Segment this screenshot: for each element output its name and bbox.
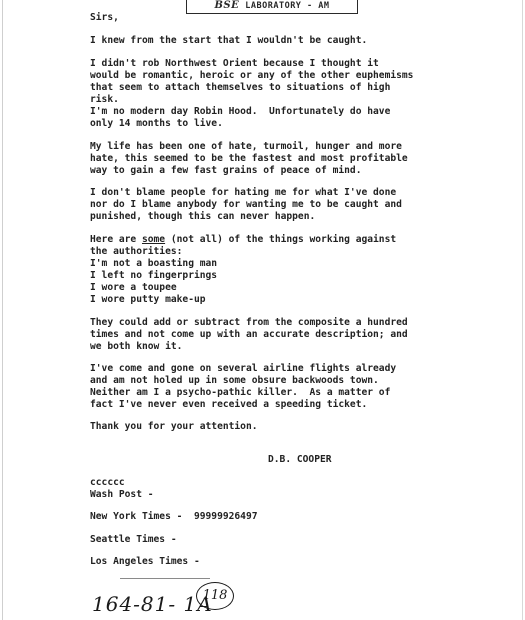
scan-mark (120, 578, 210, 579)
page-edge-right (522, 0, 523, 620)
list-item: I wore a toupee (90, 282, 177, 293)
list-item: I left no fingerprings (90, 270, 218, 281)
list-item: I'm not a boasting man (90, 258, 218, 269)
distribution-wash-post: Wash Post - (90, 489, 154, 500)
paragraph-4-line-3: punished, though this can never happen. (90, 211, 316, 222)
distribution-new-york-times: New York Times - 99999926497 (90, 511, 258, 522)
distribution-seattle-times: Seattle Times - (90, 534, 177, 545)
handwritten-file-number: 164-81- 1A (92, 592, 213, 616)
paragraph-4-line-2: nor do I blame anybody for wanting me to be caught and (90, 199, 402, 210)
paragraph-5-line-2: the authorities: (90, 246, 183, 257)
paragraph-1: I knew from the start that I wouldn't be caught. (90, 35, 368, 46)
page-edge-left (2, 0, 3, 620)
paragraph-7-line-3: Neither am I a psycho-pathic killer. As a matter of (90, 387, 391, 398)
paragraph-6-line-1: They could add or subtract from the composite a hundred (90, 317, 408, 328)
laboratory-stamp: BSE LABORATORY - AM (186, 0, 358, 14)
salutation: Sirs, (90, 12, 119, 23)
paragraph-6-line-2: times and not come up with an accurate description; and (90, 329, 408, 340)
paragraph-5-line-1 (90, 234, 510, 246)
paragraph-3-line-1: My life has been one of hate, turmoil, hunger and more (90, 141, 402, 152)
paragraph-3-line-3: way to gain a few fast grains of peace of mind. (90, 165, 362, 176)
distribution-los-angeles-times: Los Angeles Times - (90, 556, 200, 567)
paragraph-7-line-4: fact I've never even received a speeding ticket. (90, 399, 368, 410)
paragraph-5-post: (not all) of the things working against (165, 234, 397, 245)
paragraph-2-line-3: that seem to attach themselves to situations of high (90, 82, 391, 93)
signature: D.B. COOPER (268, 454, 332, 465)
paragraph-5-pre: Here are (90, 234, 142, 245)
underlined-some: some (141, 234, 166, 245)
paragraph-6-line-3: we both know it. (90, 341, 183, 352)
stamp-suffix: AM (318, 1, 330, 11)
stamp-label: LABORATORY (245, 1, 302, 11)
paragraph-2-line-6: only 14 months to live. (90, 118, 223, 129)
paragraph-2-line-5: I'm no modern day Robin Hood. Unfortunately do have (90, 106, 391, 117)
paragraph-2-line-2: would be romantic, heroic or any of the other euphemisms (90, 70, 414, 81)
paragraph-7-line-1: I've come and gone on several airline flights already (90, 363, 397, 374)
stamp-handwritten: BSE (214, 0, 240, 11)
handwritten-circled-number: 118 (196, 582, 234, 610)
list-item: I wore putty make-up (90, 294, 206, 305)
paragraph-2-line-1: I didn't rob Northwest Orient because I thought it (90, 58, 379, 69)
paragraph-7-line-2: and am not holed up in some obsure backwoods town. (90, 375, 379, 386)
paragraph-3-line-2: hate, this seemed to be the fastest and most profitable (90, 153, 408, 164)
paragraph-4-line-1: I don't blame people for hating me for what I've done (90, 187, 397, 198)
paragraph-2-line-4: risk. (90, 94, 119, 105)
cc-line: cccccc (90, 477, 125, 488)
paragraph-8: Thank you for your attention. (90, 421, 258, 432)
